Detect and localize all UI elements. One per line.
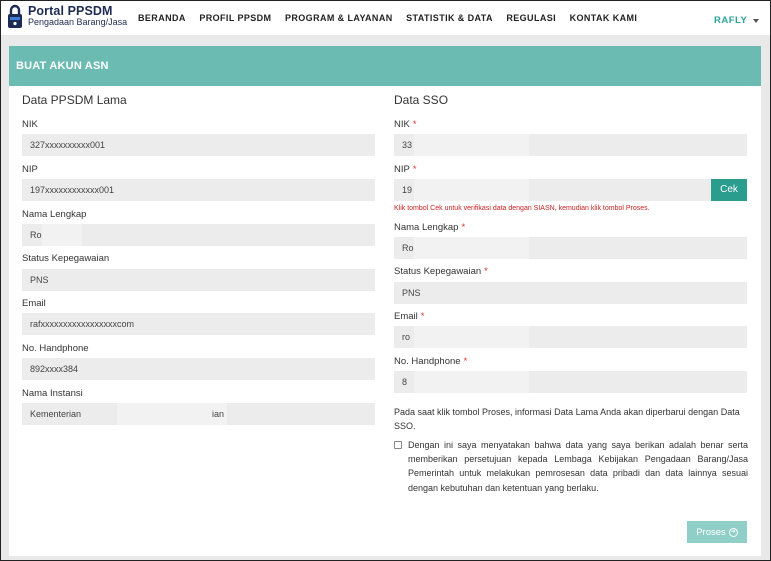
right-label-phone: No. Handphone * bbox=[394, 356, 468, 367]
redaction-mask bbox=[414, 237, 529, 259]
user-name: RAFLY bbox=[714, 15, 748, 26]
right-nip-field[interactable] bbox=[394, 179, 711, 201]
consent-checkbox[interactable] bbox=[394, 441, 402, 449]
left-instansi-suffix: ian bbox=[212, 409, 225, 419]
update-info-text: Pada saat klik tombol Proses, informasi Data Lama Anda akan diperbarui dengan Data SSO. bbox=[394, 407, 740, 431]
left-section-title: Data PPSDM Lama bbox=[22, 93, 127, 107]
left-instansi-field bbox=[22, 403, 375, 425]
redaction-mask bbox=[117, 403, 227, 425]
nav-profil-ppsdm[interactable]: PROFIL PPSDM bbox=[199, 13, 272, 23]
brand-title: Portal PPSDM bbox=[28, 4, 113, 18]
right-email-value: ro bbox=[402, 332, 411, 342]
right-status-field[interactable]: PNS bbox=[394, 282, 747, 304]
left-label-nama: Nama Lengkap bbox=[22, 209, 87, 220]
redaction-mask bbox=[414, 326, 529, 348]
left-status-field: PNS bbox=[22, 269, 375, 291]
proses-button[interactable] bbox=[687, 521, 747, 543]
left-phone-field: 892xxxx384 bbox=[22, 358, 375, 380]
left-label-instansi: Nama Instansi bbox=[22, 388, 83, 399]
chevron-down-icon bbox=[753, 19, 759, 23]
cek-hint-text: Klik tombol Cek untuk verifikasi data dengan SIASN, kemudian klik tombol Proses. bbox=[394, 205, 650, 212]
left-nik-field: 327xxxxxxxxxx001 bbox=[22, 134, 375, 156]
right-label-nama: Nama Lengkap * bbox=[394, 222, 466, 233]
left-label-nip: NIP bbox=[22, 164, 38, 175]
nav-statistik-data[interactable]: STATISTIK & DATA bbox=[406, 13, 493, 23]
left-nip-field: 197xxxxxxxxxxxx001 bbox=[22, 179, 375, 201]
right-nik-field[interactable] bbox=[394, 134, 747, 156]
redaction-mask bbox=[414, 179, 529, 201]
proses-label: Proses bbox=[696, 526, 726, 538]
right-phone-field[interactable] bbox=[394, 371, 747, 393]
redaction-mask bbox=[414, 371, 529, 393]
left-label-phone: No. Handphone bbox=[22, 343, 89, 354]
left-label-status: Status Kepegawaian bbox=[22, 253, 110, 264]
left-label-email: Email bbox=[22, 298, 46, 309]
top-navbar bbox=[1, 1, 770, 35]
right-label-nip: NIP * bbox=[394, 164, 417, 175]
left-nama-value: Ro bbox=[30, 230, 42, 240]
nav-regulasi[interactable]: REGULASI bbox=[506, 13, 557, 23]
left-nama-field bbox=[22, 224, 375, 246]
left-instansi-value: Kementerian bbox=[30, 409, 82, 419]
cek-button[interactable]: Cek bbox=[711, 179, 747, 201]
consent-text: Dengan ini saya menyatakan bahwa data yang saya berikan adalah benar serta memberikan persetujuan kepada Lembaga Kebijakan Pengadaan Barang/Jasa Pemerintah untuk melakukan pemrosesan data pribadi dan data lainnya sesuai dengan kebutuhan dan ketentuan yang berlaku. bbox=[408, 440, 748, 493]
brand-logo[interactable] bbox=[7, 4, 127, 30]
redaction-mask bbox=[414, 134, 529, 156]
left-label-nik: NIK bbox=[22, 119, 38, 130]
brand-subtitle: Pengadaan Barang/Jasa bbox=[28, 17, 128, 27]
right-nip-value: 19 bbox=[402, 185, 413, 195]
right-phone-value: 8 bbox=[402, 377, 408, 387]
nav-beranda[interactable]: BERANDA bbox=[138, 13, 186, 23]
right-nama-field[interactable] bbox=[394, 237, 747, 259]
consent-row bbox=[394, 438, 748, 495]
main-nav bbox=[138, 13, 651, 23]
right-email-field[interactable] bbox=[394, 326, 747, 348]
right-label-status: Status Kepegawaian * bbox=[394, 266, 488, 277]
padlock-shield-icon bbox=[7, 4, 23, 30]
user-menu[interactable] bbox=[714, 15, 759, 26]
right-label-nik: NIK * bbox=[394, 119, 417, 130]
right-label-email: Email * bbox=[394, 311, 425, 322]
card-header: BUAT AKUN ASN bbox=[9, 46, 761, 86]
nav-program-layanan[interactable]: PROGRAM & LAYANAN bbox=[284, 13, 393, 23]
left-email-field: rafxxxxxxxxxxxxxxxxxcom bbox=[22, 313, 375, 335]
nav-kontak-kami[interactable]: KONTAK KAMI bbox=[569, 13, 638, 23]
arrow-right-circle-icon: ➜ bbox=[730, 529, 736, 535]
redaction-mask bbox=[42, 224, 82, 246]
right-section-title: Data SSO bbox=[394, 93, 449, 107]
right-nik-value: 33 bbox=[402, 140, 413, 150]
right-nama-value: Ro bbox=[402, 243, 414, 253]
